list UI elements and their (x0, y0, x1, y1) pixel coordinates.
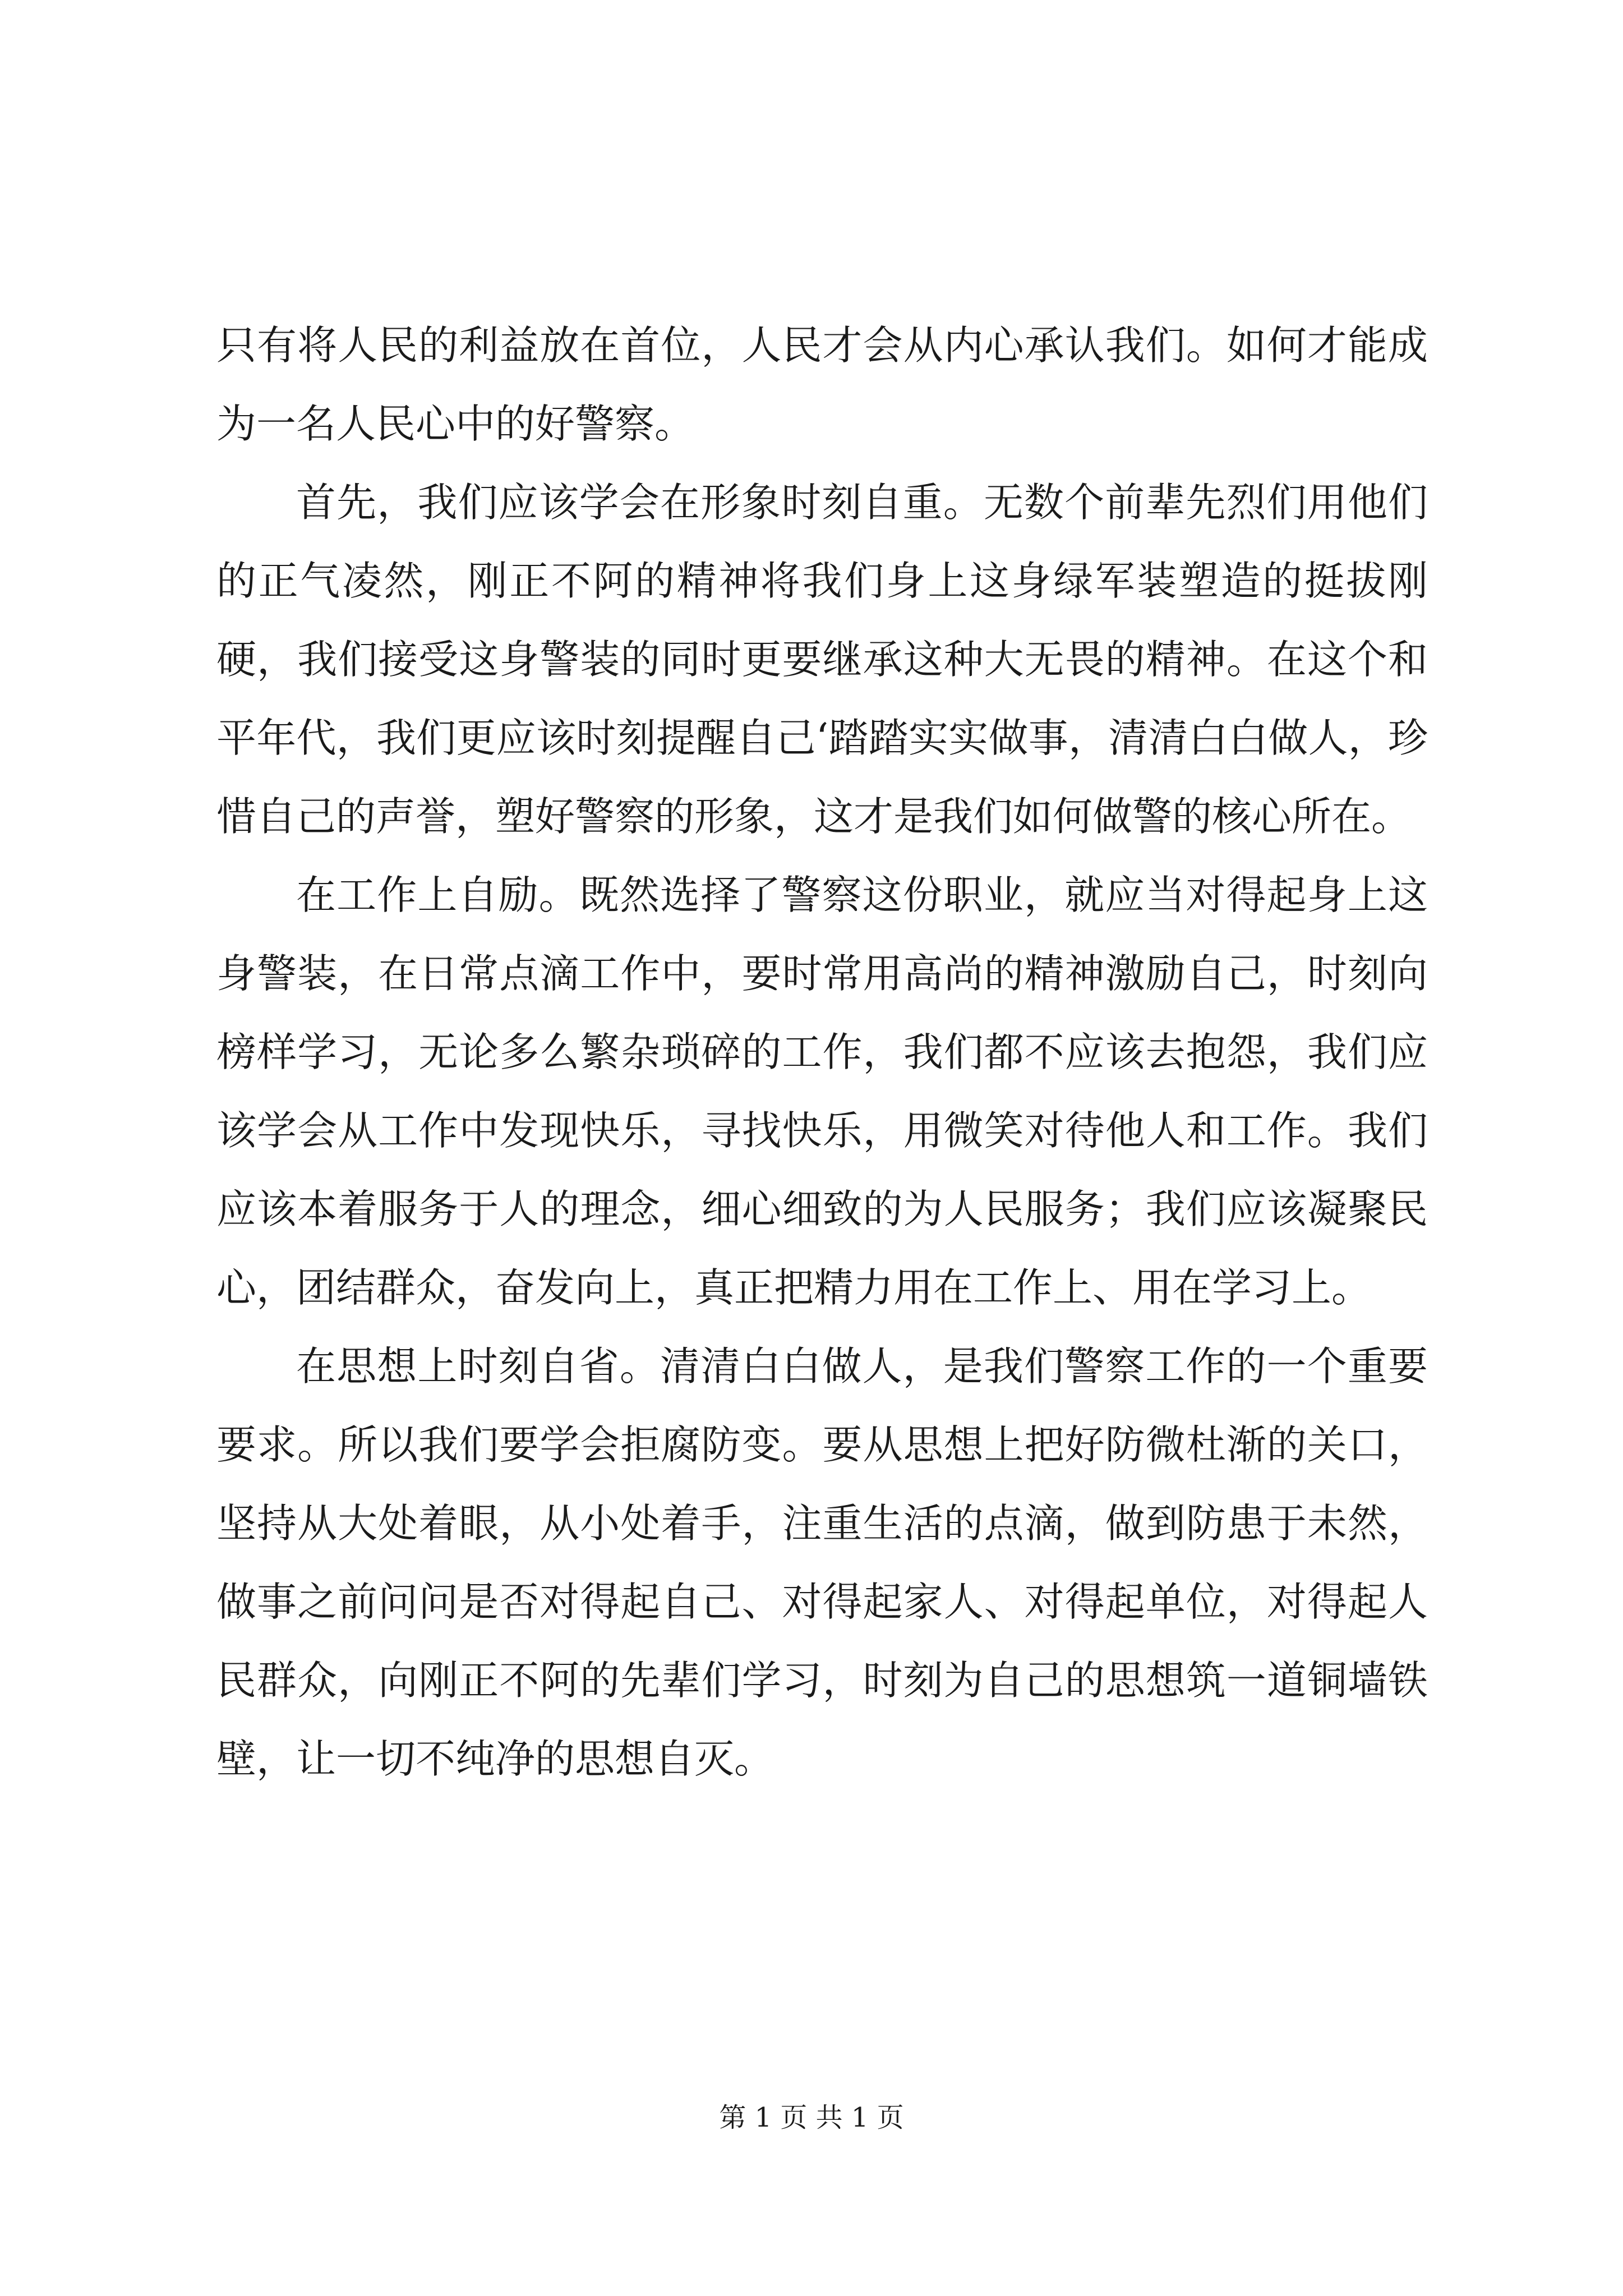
document-body (216, 306, 1428, 1798)
paragraph-1: 只有将人民的利益放在首位，人民才会从内心承认我们。如何才能成为一名人民心中的好警察。 (216, 322, 1428, 447)
page-number-footer: 第 1 页 共 1 页 (719, 2102, 904, 2133)
paragraph-4: 在思想上时刻自省。清清白白做人，是我们警察工作的一个重要要求。所以我们要学会拒腐防变。要从思想上把好防微杜渐的关口，坚持从大处着眼，从小处着手，注重生活的点滴，做到防患于未然，做事之前问问是否对得起自己、对得起家人、对得起单位，对得起人民群众，向刚正不阿的先辈们学习，时刻为自己的思想筑一道铜墙铁壁，让一切不纯净的思想自灭。 (216, 1343, 1428, 1782)
paragraph-2: 首先，我们应该学会在形象时刻自重。无数个前辈先烈们用他们的正气凌然，刚正不阿的精神将我们身上这身绿军装塑造的挺拔刚硬，我们接受这身警装的同时更要继承这种大无畏的精神。在这个和平年代，我们更应该时刻提醒自己‘踏踏实实做事，清清白白做人，珍惜自己的声誉，塑好警察的形象，这才是我们如何做警的核心所在。 (216, 479, 1428, 840)
paragraph-3: 在工作上自励。既然选择了警察这份职业，就应当对得起身上这身警装，在日常点滴工作中，要时常用高尚的精神激励自己，时刻向榜样学习，无论多么繁杂琐碎的工作，我们都不应该去抱怨，我们应该学会从工作中发现快乐，寻找快乐，用微笑对待他人和工作。我们应该本着服务于人的理念，细心细致的为人民服务；我们应该凝聚民心，团结群众，奋发向上，真正把精力用在工作上、用在学习上。 (216, 872, 1428, 1311)
